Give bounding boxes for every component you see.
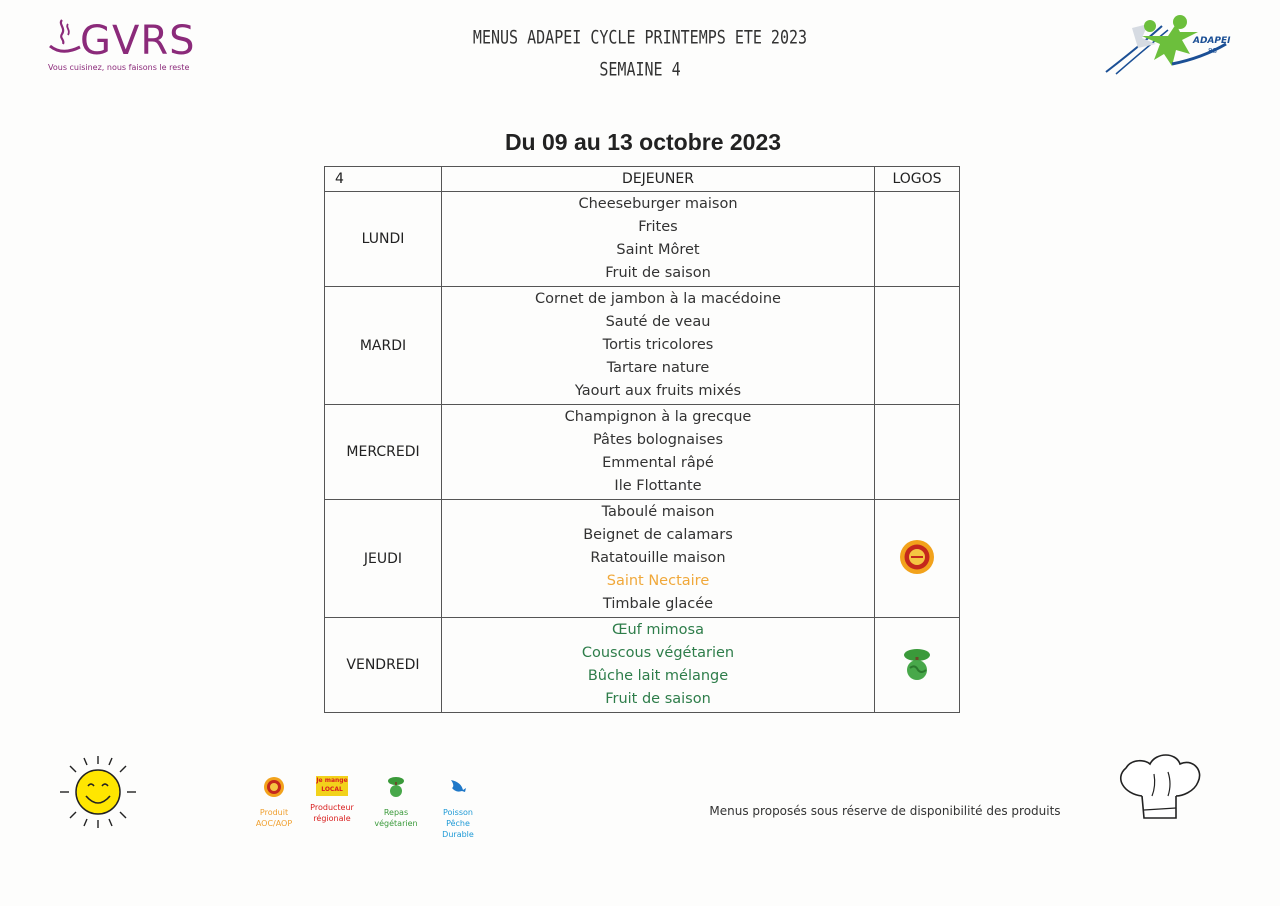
disclaimer-text: Menus proposés sous réserve de disponibilité des produits (709, 804, 1061, 818)
dish-item: Emmental râpé (602, 455, 714, 471)
legend-label-line: Repas (383, 808, 409, 817)
brand-name: GVRS (80, 18, 196, 64)
dish-item: Saint Môret (616, 242, 700, 258)
steaming-pot-icon (48, 16, 82, 56)
vegetarian-globe-icon (900, 665, 934, 684)
day-row-jeudi (325, 500, 960, 618)
vegetarian-globe-icon (374, 776, 418, 801)
dish-item: Cheeseburger maison (578, 196, 738, 212)
logos-header: LOGOS (875, 167, 960, 192)
dish-item: Ratatouille maison (590, 550, 726, 566)
dish-item: Frites (638, 219, 678, 235)
legend-label-line: Durable (442, 830, 474, 839)
aop-seal-icon (252, 776, 296, 801)
legend-item (310, 776, 354, 824)
legend-label-line: végétarien (374, 819, 418, 828)
dish-item: Taboulé maison (601, 504, 715, 520)
logo-cell (875, 192, 960, 287)
day-label: VENDREDI (325, 618, 442, 713)
dish-item: Ile Flottante (614, 478, 702, 494)
day-row-mercredi (325, 405, 960, 500)
dish-item: Pâtes bolognaises (592, 432, 724, 448)
logo-cell (875, 500, 960, 618)
adapei-logo (1102, 14, 1232, 78)
date-range-title: Du 09 au 13 octobre 2023 (504, 129, 782, 155)
legend-label-line: régionale (313, 814, 351, 823)
day-label: LUNDI (325, 192, 442, 287)
dish-list (442, 287, 875, 405)
legend-label-line: AOC/AOP (255, 819, 293, 828)
adapei-label: ADAPEI (1193, 36, 1231, 46)
dish-item: Beignet de calamars (583, 527, 733, 543)
legend-label-line: Producteur (310, 803, 354, 812)
dish-item: Champignon à la grecque (564, 409, 752, 425)
day-row-vendredi (325, 618, 960, 713)
dish-item: Sauté de veau (605, 314, 711, 330)
dish-item: Tartare nature (606, 360, 710, 376)
adapei-number: 88 (1208, 47, 1217, 55)
fish-icon (436, 776, 480, 801)
smiling-sun-icon (56, 754, 140, 830)
dish-item: Couscous végétarien (581, 645, 735, 661)
logo-cell (875, 405, 960, 500)
dish-item: Tortis tricolores (602, 337, 714, 353)
chef-hat-icon (1106, 750, 1206, 826)
aop-seal-icon (899, 560, 935, 579)
table-header-row (325, 167, 960, 192)
page-title: MENUS ADAPEI CYCLE PRINTEMPS ETE 2023 (472, 25, 808, 49)
dish-item: Œuf mimosa (611, 622, 704, 638)
day-row-mardi (325, 287, 960, 405)
week-subtitle: SEMAINE 4 (599, 57, 681, 81)
dish-item: Timbale glacée (602, 596, 714, 612)
day-label: MERCREDI (325, 405, 442, 500)
legend-item (252, 776, 296, 829)
dish-list (442, 405, 875, 500)
logo-cell (875, 287, 960, 405)
legend-label-line: Poisson (443, 808, 473, 817)
menu-table (324, 166, 960, 713)
adapei-figures-icon (1102, 14, 1232, 78)
logo-cell (875, 618, 960, 713)
lunch-header: DEJEUNER (442, 167, 875, 192)
gvrs-logo (44, 16, 214, 76)
dish-item: Fruit de saison (605, 265, 711, 281)
dish-list (442, 192, 875, 287)
legend-item (374, 776, 418, 829)
day-label: JEUDI (325, 500, 442, 618)
dish-item: Fruit de saison (605, 691, 711, 707)
local-badge-icon: Je mange LOCAL (316, 776, 348, 796)
dish-list (442, 618, 875, 713)
logo-legend (252, 776, 492, 846)
legend-label-line: Pêche (446, 819, 470, 828)
dish-item: Yaourt aux fruits mixés (574, 383, 742, 399)
dish-list (442, 500, 875, 618)
legend-item (436, 776, 480, 840)
day-label: MARDI (325, 287, 442, 405)
week-number-header: 4 (325, 167, 442, 192)
legend-label-line: Produit (259, 808, 289, 817)
dish-item: Bûche lait mélange (587, 668, 729, 684)
dish-item: Saint Nectaire (606, 573, 710, 589)
day-row-lundi (325, 192, 960, 287)
brand-tagline: Vous cuisinez, nous faisons le reste (48, 63, 190, 72)
dish-item: Cornet de jambon à la macédoine (535, 291, 781, 307)
